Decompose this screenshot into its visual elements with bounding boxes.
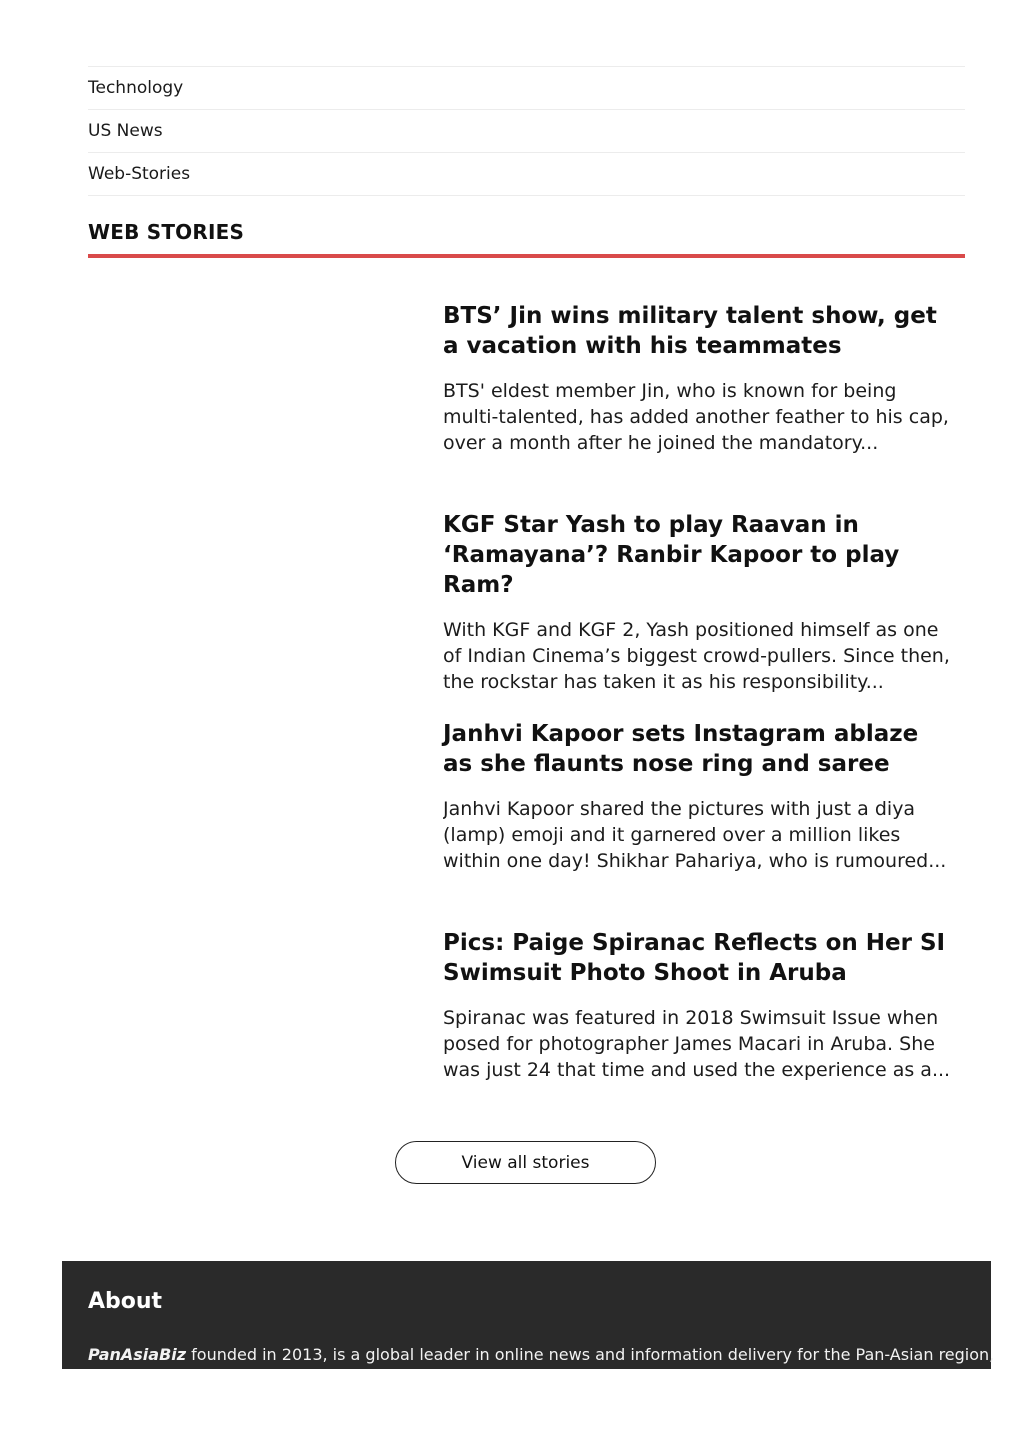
category-list <box>88 66 965 196</box>
story-excerpt: Spiranac was featured in 2018 Swimsuit Issue when posed for photographer James Macari in Aruba. She was just 24 that time and used the experience as a... <box>443 1007 951 1081</box>
story-thumbnail[interactable] <box>88 510 418 680</box>
story-card[interactable] <box>88 719 965 889</box>
story-thumbnail[interactable] <box>88 719 418 889</box>
category-link-technology[interactable]: Technology <box>88 66 965 109</box>
category-link-us-news[interactable]: US News <box>88 109 965 152</box>
story-excerpt: BTS' eldest member Jin, who is known for being multi-talented, has added another feather to his cap, over a month after he joined the mandatory... <box>443 380 949 454</box>
about-description: founded in 2013, is a global leader in online news and information delivery for the Pan-Asian region, <box>186 1345 995 1364</box>
story-title[interactable]: BTS’ Jin wins military talent show, get a vacation with his teammates <box>443 303 937 359</box>
story-card[interactable] <box>88 510 965 693</box>
brand-name: PanAsiaBiz <box>88 1345 187 1364</box>
story-title[interactable]: Pics: Paige Spiranac Reflects on Her SI Swimsuit Photo Shoot in Aruba <box>443 930 946 986</box>
story-card[interactable] <box>88 928 965 1098</box>
story-title[interactable]: Janhvi Kapoor sets Instagram ablaze as she flaunts nose ring and saree <box>443 721 919 777</box>
footer-about <box>62 1261 995 1369</box>
footer-title: About <box>88 1289 163 1314</box>
story-card[interactable] <box>88 301 965 471</box>
view-all-stories-button[interactable]: View all stories <box>395 1141 656 1184</box>
story-excerpt: Janhvi Kapoor shared the pictures with just a diya (lamp) emoji and it garnered over a million likes within one day! Shikhar Pahariya, who is rumoured... <box>443 798 947 872</box>
story-thumbnail[interactable] <box>88 928 418 1098</box>
web-stories-header <box>88 220 965 258</box>
story-excerpt: With KGF and KGF 2, Yash positioned himself as one of Indian Cinema’s biggest crowd-pullers. Since then, the rockstar has taken it as his responsibility... <box>443 619 950 693</box>
story-title[interactable]: KGF Star Yash to play Raavan in ‘Ramayana’? Ranbir Kapoor to play Ram? <box>443 512 900 598</box>
category-link-web-stories[interactable]: Web-Stories <box>88 152 965 196</box>
footer-about-text <box>88 1345 994 1364</box>
story-thumbnail[interactable] <box>88 301 418 471</box>
section-title: WEB STORIES <box>88 220 245 244</box>
section-divider <box>88 254 965 258</box>
